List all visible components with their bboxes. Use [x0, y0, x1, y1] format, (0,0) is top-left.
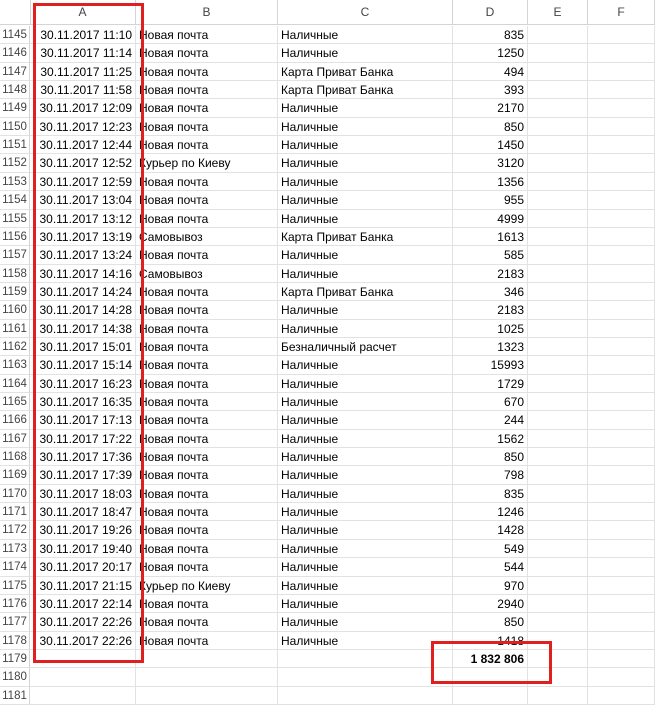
total-sum-cell[interactable]: 1 832 806 [453, 650, 528, 668]
cell-d[interactable]: 3120 [453, 154, 528, 172]
row-number[interactable]: 1166 [0, 411, 30, 429]
cell-f[interactable] [588, 136, 655, 154]
cell-c[interactable]: Наличные [278, 320, 453, 338]
cell-a[interactable]: 30.11.2017 11:25 [30, 63, 136, 81]
cell-e[interactable] [528, 577, 588, 595]
cell-f[interactable] [588, 210, 655, 228]
cell-f[interactable] [588, 228, 655, 246]
row-number[interactable]: 1147 [0, 63, 30, 81]
cell-a[interactable]: 30.11.2017 15:01 [30, 338, 136, 356]
cell-e[interactable] [528, 521, 588, 539]
cell-a[interactable]: 30.11.2017 14:38 [30, 320, 136, 338]
row-number[interactable]: 1157 [0, 246, 30, 264]
cell-c[interactable]: Наличные [278, 265, 453, 283]
cell-b[interactable]: Курьер по Киеву [136, 154, 278, 172]
cell-d[interactable]: 244 [453, 411, 528, 429]
cell-f[interactable] [588, 338, 655, 356]
row-number[interactable]: 1173 [0, 540, 30, 558]
cell-c[interactable]: Наличные [278, 485, 453, 503]
cell-b[interactable]: Новая почта [136, 430, 278, 448]
cell-d[interactable]: 670 [453, 393, 528, 411]
column-header-a[interactable]: A [30, 0, 136, 24]
cell-e[interactable] [528, 448, 588, 466]
cell-c[interactable]: Наличные [278, 577, 453, 595]
cell-d[interactable]: 1428 [453, 521, 528, 539]
row-number[interactable]: 1165 [0, 393, 30, 411]
cell-d[interactable]: 850 [453, 448, 528, 466]
cell-c[interactable]: Карта Приват Банка [278, 81, 453, 99]
select-all-corner[interactable] [0, 0, 31, 24]
cell-c[interactable]: Наличные [278, 393, 453, 411]
cell-e[interactable] [528, 210, 588, 228]
cell-e[interactable] [528, 265, 588, 283]
cell-e[interactable] [528, 26, 588, 44]
cell-c[interactable]: Наличные [278, 118, 453, 136]
cell-d[interactable]: 2940 [453, 595, 528, 613]
cell-d[interactable]: 970 [453, 577, 528, 595]
row-number[interactable]: 1167 [0, 430, 30, 448]
cell-e[interactable] [528, 81, 588, 99]
cell-f[interactable] [588, 448, 655, 466]
cell-d[interactable]: 393 [453, 81, 528, 99]
cell-e[interactable] [528, 338, 588, 356]
cell-d[interactable]: 1250 [453, 44, 528, 62]
cell-b[interactable] [136, 687, 278, 705]
cell-d[interactable]: 494 [453, 63, 528, 81]
cell-e[interactable] [528, 613, 588, 631]
cell-d[interactable]: 798 [453, 466, 528, 484]
cell-e[interactable] [528, 99, 588, 117]
cell-b[interactable]: Новая почта [136, 485, 278, 503]
cell-b[interactable]: Новая почта [136, 26, 278, 44]
cell-b[interactable]: Новая почта [136, 191, 278, 209]
cell-d[interactable]: 835 [453, 26, 528, 44]
cell-c[interactable]: Наличные [278, 595, 453, 613]
cell-e[interactable] [528, 320, 588, 338]
cell-a[interactable]: 30.11.2017 22:26 [30, 632, 136, 650]
row-number[interactable]: 1152 [0, 154, 30, 172]
row-number[interactable]: 1163 [0, 356, 30, 374]
row-number[interactable]: 1176 [0, 595, 30, 613]
cell-a[interactable]: 30.11.2017 12:23 [30, 118, 136, 136]
cell-b[interactable]: Новая почта [136, 613, 278, 631]
row-number[interactable]: 1170 [0, 485, 30, 503]
row-number[interactable]: 1177 [0, 613, 30, 631]
cell-f[interactable] [588, 265, 655, 283]
cell-c[interactable] [278, 668, 453, 686]
cell-f[interactable] [588, 668, 655, 686]
cell-b[interactable] [136, 650, 278, 668]
cell-d[interactable]: 1323 [453, 338, 528, 356]
cell-e[interactable] [528, 283, 588, 301]
cell-a[interactable]: 30.11.2017 21:15 [30, 577, 136, 595]
cell-a[interactable]: 30.11.2017 22:14 [30, 595, 136, 613]
cell-a[interactable]: 30.11.2017 22:26 [30, 613, 136, 631]
cell-c[interactable]: Наличные [278, 466, 453, 484]
cell-b[interactable]: Новая почта [136, 118, 278, 136]
cell-f[interactable] [588, 320, 655, 338]
cell-c[interactable]: Наличные [278, 136, 453, 154]
cell-b[interactable]: Курьер по Киеву [136, 577, 278, 595]
cell-c[interactable]: Карта Приват Банка [278, 63, 453, 81]
cell-b[interactable]: Самовывоз [136, 228, 278, 246]
column-header-c[interactable]: C [278, 0, 453, 24]
cell-d[interactable]: 955 [453, 191, 528, 209]
cell-e[interactable] [528, 595, 588, 613]
cell-f[interactable] [588, 650, 655, 668]
cell-f[interactable] [588, 558, 655, 576]
cell-b[interactable]: Новая почта [136, 632, 278, 650]
cell-e[interactable] [528, 173, 588, 191]
cell-f[interactable] [588, 154, 655, 172]
row-number[interactable]: 1160 [0, 301, 30, 319]
cell-d[interactable]: 2170 [453, 99, 528, 117]
cell-a[interactable]: 30.11.2017 15:14 [30, 356, 136, 374]
cell-f[interactable] [588, 118, 655, 136]
cell-a[interactable]: 30.11.2017 13:24 [30, 246, 136, 264]
cell-c[interactable]: Наличные [278, 375, 453, 393]
row-number[interactable]: 1172 [0, 521, 30, 539]
cell-f[interactable] [588, 540, 655, 558]
cell-c[interactable]: Наличные [278, 613, 453, 631]
cell-a[interactable]: 30.11.2017 14:28 [30, 301, 136, 319]
cell-b[interactable]: Новая почта [136, 99, 278, 117]
cell-c[interactable]: Наличные [278, 558, 453, 576]
cell-c[interactable]: Наличные [278, 503, 453, 521]
cell-e[interactable] [528, 246, 588, 264]
cell-d[interactable]: 1418 [453, 632, 528, 650]
row-number[interactable]: 1151 [0, 136, 30, 154]
row-number[interactable]: 1174 [0, 558, 30, 576]
cell-b[interactable]: Новая почта [136, 210, 278, 228]
cell-a[interactable]: 30.11.2017 17:13 [30, 411, 136, 429]
cell-c[interactable]: Наличные [278, 210, 453, 228]
cell-e[interactable] [528, 687, 588, 705]
cell-c[interactable]: Карта Приват Банка [278, 283, 453, 301]
cell-a[interactable]: 30.11.2017 18:03 [30, 485, 136, 503]
cell-b[interactable]: Новая почта [136, 393, 278, 411]
cell-c[interactable]: Безналичный расчет [278, 338, 453, 356]
cell-c[interactable]: Наличные [278, 411, 453, 429]
cell-f[interactable] [588, 99, 655, 117]
cell-c[interactable]: Наличные [278, 632, 453, 650]
cell-f[interactable] [588, 356, 655, 374]
cell-a[interactable]: 30.11.2017 11:10 [30, 26, 136, 44]
cell-f[interactable] [588, 301, 655, 319]
cell-b[interactable]: Новая почта [136, 595, 278, 613]
cell-f[interactable] [588, 613, 655, 631]
cell-a[interactable]: 30.11.2017 12:44 [30, 136, 136, 154]
cell-b[interactable]: Новая почта [136, 136, 278, 154]
cell-f[interactable] [588, 595, 655, 613]
cell-e[interactable] [528, 44, 588, 62]
row-number[interactable]: 1161 [0, 320, 30, 338]
cell-d[interactable]: 2183 [453, 265, 528, 283]
row-number[interactable]: 1175 [0, 577, 30, 595]
cell-f[interactable] [588, 521, 655, 539]
cell-e[interactable] [528, 503, 588, 521]
cell-e[interactable] [528, 540, 588, 558]
cell-d[interactable]: 15993 [453, 356, 528, 374]
cell-a[interactable]: 30.11.2017 14:24 [30, 283, 136, 301]
cell-f[interactable] [588, 26, 655, 44]
cell-c[interactable]: Наличные [278, 44, 453, 62]
cell-e[interactable] [528, 430, 588, 448]
cell-b[interactable]: Новая почта [136, 283, 278, 301]
row-number[interactable]: 1154 [0, 191, 30, 209]
cell-a[interactable]: 30.11.2017 11:14 [30, 44, 136, 62]
row-number[interactable]: 1159 [0, 283, 30, 301]
cell-f[interactable] [588, 503, 655, 521]
column-a-highlight-box [33, 3, 144, 663]
cell-a[interactable]: 30.11.2017 16:35 [30, 393, 136, 411]
row-number[interactable]: 1145 [0, 26, 30, 44]
cell-d[interactable]: 835 [453, 485, 528, 503]
cell-a[interactable]: 30.11.2017 18:47 [30, 503, 136, 521]
row-number[interactable]: 1156 [0, 228, 30, 246]
cell-f[interactable] [588, 411, 655, 429]
total-highlight-box [431, 641, 552, 684]
cell-f[interactable] [588, 63, 655, 81]
cell-a[interactable]: 30.11.2017 13:19 [30, 228, 136, 246]
cell-a[interactable]: 30.11.2017 12:59 [30, 173, 136, 191]
cell-e[interactable] [528, 411, 588, 429]
cell-d[interactable]: 1729 [453, 375, 528, 393]
cell-a[interactable]: 30.11.2017 14:16 [30, 265, 136, 283]
cell-b[interactable]: Новая почта [136, 301, 278, 319]
row-number[interactable]: 1164 [0, 375, 30, 393]
cell-d[interactable] [453, 687, 528, 705]
cell-f[interactable] [588, 466, 655, 484]
cell-a[interactable]: 30.11.2017 16:23 [30, 375, 136, 393]
cell-b[interactable]: Новая почта [136, 558, 278, 576]
row-number[interactable]: 1158 [0, 265, 30, 283]
cell-e[interactable] [528, 375, 588, 393]
cell-d[interactable]: 4999 [453, 210, 528, 228]
cell-b[interactable]: Новая почта [136, 173, 278, 191]
cell-e[interactable] [528, 228, 588, 246]
cell-e[interactable] [528, 485, 588, 503]
cell-c[interactable]: Наличные [278, 356, 453, 374]
row-number[interactable]: 1181 [0, 687, 30, 705]
cell-c[interactable]: Наличные [278, 99, 453, 117]
row-number[interactable]: 1150 [0, 118, 30, 136]
cell-b[interactable]: Новая почта [136, 44, 278, 62]
row-number[interactable]: 1146 [0, 44, 30, 62]
cell-d[interactable]: 850 [453, 118, 528, 136]
cell-b[interactable]: Новая почта [136, 503, 278, 521]
row-number[interactable]: 1162 [0, 338, 30, 356]
cell-a[interactable]: 30.11.2017 19:40 [30, 540, 136, 558]
cell-e[interactable] [528, 118, 588, 136]
row-number[interactable]: 1178 [0, 632, 30, 650]
cell-a[interactable]: 30.11.2017 13:12 [30, 210, 136, 228]
cell-c[interactable]: Наличные [278, 448, 453, 466]
cell-b[interactable]: Новая почта [136, 81, 278, 99]
cell-c[interactable]: Наличные [278, 301, 453, 319]
cell-d[interactable]: 544 [453, 558, 528, 576]
row-number[interactable]: 1168 [0, 448, 30, 466]
cell-f[interactable] [588, 632, 655, 650]
cell-b[interactable]: Новая почта [136, 411, 278, 429]
cell-d[interactable]: 585 [453, 246, 528, 264]
cell-c[interactable]: Наличные [278, 154, 453, 172]
cell-f[interactable] [588, 81, 655, 99]
cell-f[interactable] [588, 430, 655, 448]
cell-c[interactable]: Карта Приват Банка [278, 228, 453, 246]
cell-e[interactable] [528, 191, 588, 209]
cell-f[interactable] [588, 283, 655, 301]
cell-e[interactable] [528, 63, 588, 81]
row-number[interactable]: 1148 [0, 81, 30, 99]
cell-c[interactable]: Наличные [278, 26, 453, 44]
cell-a[interactable]: 30.11.2017 20:17 [30, 558, 136, 576]
row-number[interactable]: 1171 [0, 503, 30, 521]
cell-d[interactable]: 549 [453, 540, 528, 558]
cell-e[interactable] [528, 356, 588, 374]
row-number[interactable]: 1149 [0, 99, 30, 117]
table-row [0, 668, 655, 686]
cell-b[interactable]: Новая почта [136, 338, 278, 356]
cell-b[interactable]: Самовывоз [136, 265, 278, 283]
cell-a[interactable]: 30.11.2017 17:39 [30, 466, 136, 484]
cell-e[interactable] [528, 154, 588, 172]
cell-c[interactable]: Наличные [278, 191, 453, 209]
cell-a[interactable]: 30.11.2017 12:52 [30, 154, 136, 172]
cell-a[interactable]: 30.11.2017 17:22 [30, 430, 136, 448]
cell-d[interactable]: 1613 [453, 228, 528, 246]
cell-f[interactable] [588, 375, 655, 393]
cell-f[interactable] [588, 485, 655, 503]
cell-b[interactable]: Новая почта [136, 63, 278, 81]
cell-f[interactable] [588, 191, 655, 209]
cell-b[interactable]: Новая почта [136, 448, 278, 466]
cell-d[interactable]: 1450 [453, 136, 528, 154]
row-number[interactable]: 1169 [0, 466, 30, 484]
cell-b[interactable] [136, 668, 278, 686]
cell-a[interactable]: 30.11.2017 12:09 [30, 99, 136, 117]
cell-d[interactable]: 1025 [453, 320, 528, 338]
cell-f[interactable] [588, 687, 655, 705]
table-row [0, 687, 655, 705]
row-number[interactable]: 1153 [0, 173, 30, 191]
cell-f[interactable] [588, 393, 655, 411]
cell-d[interactable]: 2183 [453, 301, 528, 319]
cell-c[interactable]: Наличные [278, 246, 453, 264]
cell-a[interactable]: 30.11.2017 11:58 [30, 81, 136, 99]
column-header-b[interactable]: B [136, 0, 278, 24]
cell-b[interactable]: Новая почта [136, 246, 278, 264]
column-header-e[interactable]: E [528, 0, 588, 24]
row-number[interactable]: 1180 [0, 668, 30, 686]
cell-b[interactable]: Новая почта [136, 521, 278, 539]
cell-a[interactable]: 30.11.2017 19:26 [30, 521, 136, 539]
cell-c[interactable]: Наличные [278, 173, 453, 191]
cell-e[interactable] [528, 558, 588, 576]
cell-a[interactable] [30, 687, 136, 705]
cell-f[interactable] [588, 44, 655, 62]
cell-c[interactable] [278, 687, 453, 705]
row-number[interactable]: 1179 [0, 650, 30, 668]
cell-e[interactable] [528, 301, 588, 319]
column-header-f[interactable]: F [588, 0, 655, 24]
cell-d[interactable]: 1356 [453, 173, 528, 191]
cell-d[interactable]: 1562 [453, 430, 528, 448]
cell-e[interactable] [528, 136, 588, 154]
cell-a[interactable]: 30.11.2017 13:04 [30, 191, 136, 209]
cell-b[interactable]: Новая почта [136, 375, 278, 393]
cell-f[interactable] [588, 246, 655, 264]
cell-d[interactable]: 346 [453, 283, 528, 301]
cell-c[interactable]: Наличные [278, 521, 453, 539]
column-header-d[interactable]: D [453, 0, 528, 24]
cell-c[interactable]: Наличные [278, 540, 453, 558]
cell-e[interactable] [528, 393, 588, 411]
row-number[interactable]: 1155 [0, 210, 30, 228]
cell-b[interactable]: Новая почта [136, 356, 278, 374]
cell-a[interactable] [30, 668, 136, 686]
cell-a[interactable]: 30.11.2017 17:36 [30, 448, 136, 466]
cell-e[interactable] [528, 466, 588, 484]
cell-b[interactable]: Новая почта [136, 540, 278, 558]
cell-c[interactable] [278, 650, 453, 668]
cell-b[interactable]: Новая почта [136, 466, 278, 484]
cell-b[interactable]: Новая почта [136, 320, 278, 338]
cell-d[interactable]: 850 [453, 613, 528, 631]
cell-f[interactable] [588, 577, 655, 595]
cell-d[interactable]: 1246 [453, 503, 528, 521]
cell-c[interactable]: Наличные [278, 430, 453, 448]
cell-f[interactable] [588, 173, 655, 191]
